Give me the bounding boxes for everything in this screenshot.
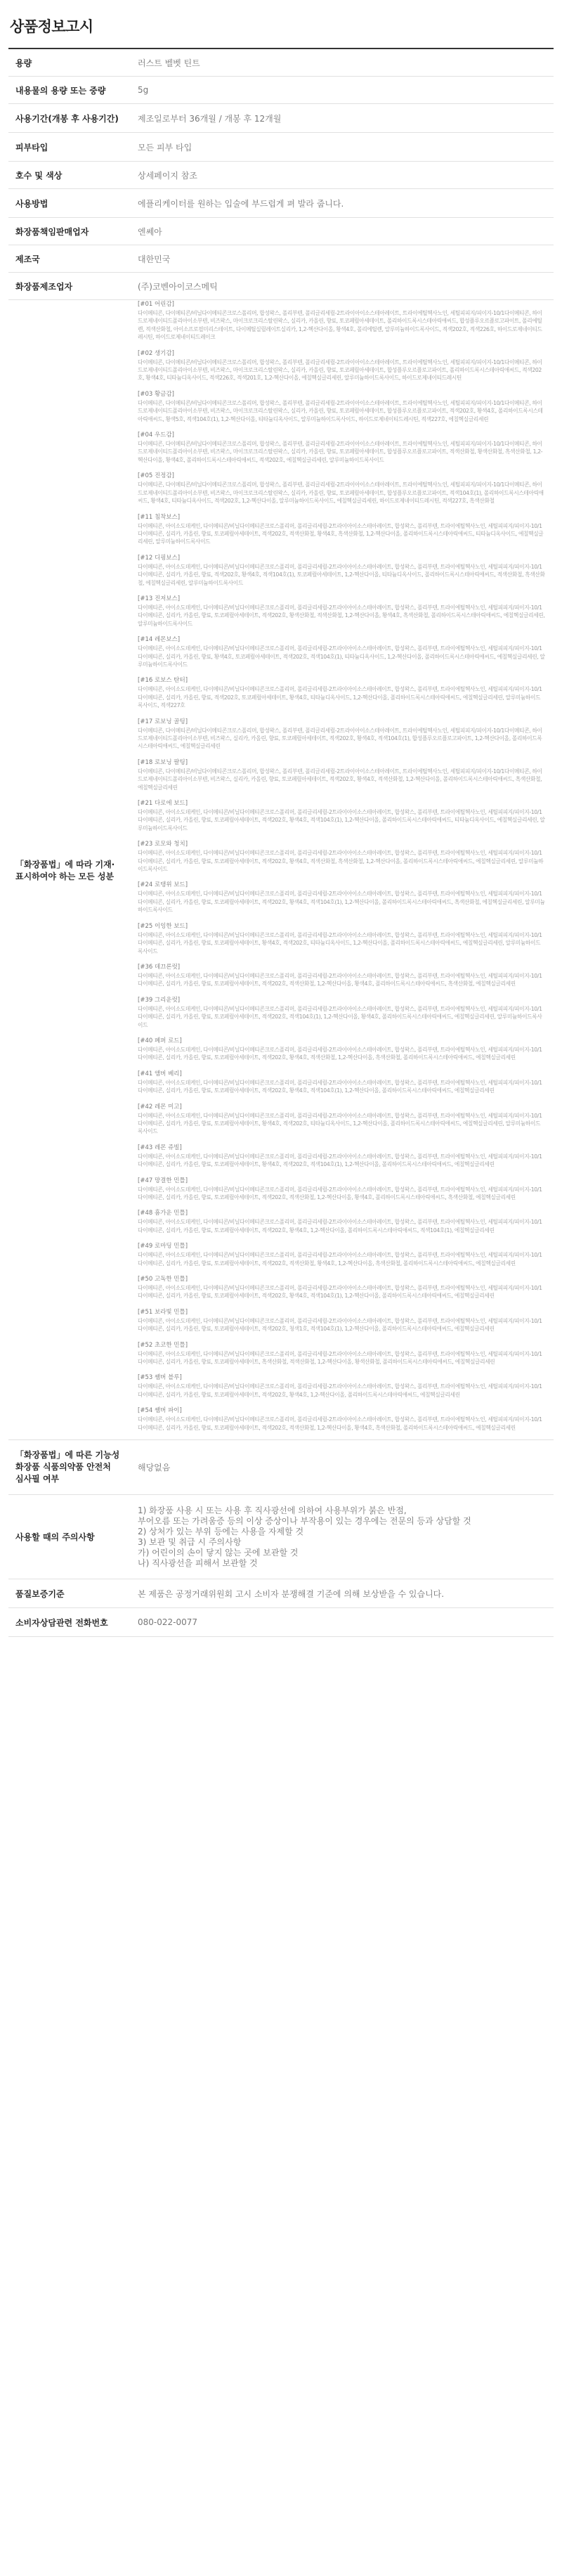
ingredient-item bbox=[138, 1275, 545, 1300]
ingredients-container bbox=[138, 300, 545, 1432]
row-label: 사용기간(개봉 후 사용기간) bbox=[8, 104, 126, 133]
ingredient-shade-name: [#50 고독한 민틀] bbox=[138, 1276, 188, 1283]
info-row bbox=[8, 245, 554, 273]
ingredient-item bbox=[138, 390, 545, 423]
ingredient-text: 다이메티콘, 아이소도데케인, 다이메티콘/비닐다이메티콘크로스폴리머, 폴리글리세릴-2트라이아이소스테아레이트, 합성왁스, 폴리부텐, 트라이에틸헥사노인, 세틸피피지/피이지-10/1다이메티콘, 실리카, 카올린, 향료, 토코페릴아세테이트, 흑색산화철, 적색산화철, 1,2-헥산다이올, 황색산화철, 폴리하이드록시스테아릭애씨드, 에칠헥실글리세린 bbox=[138, 1350, 542, 1366]
ingredient-item bbox=[138, 718, 545, 751]
ingredient-item bbox=[138, 922, 545, 955]
ingredient-text: 다이메티콘, 다이메티콘/비닐다이메티콘크로스폴리머, 합성왁스, 폴리부텐, 폴리글리세릴-2트라이아이소스테아레이트, 트라이에틸헥사노인, 세틸피피지/피이지-10/1다이메티콘, 하이드로제네이티드폴리아이소부텐, 비즈왁스, 실리카, 카올린, 향료, 토코페릴아세테이트, 적색202호, 황색4호, 적색산화철, 1,2-헥산다이올, 폴리하이드록시스테아릭애씨드, 흑색산화철, 에칠헥실글리세린 bbox=[138, 768, 542, 791]
page-title: 상품정보고시 bbox=[10, 18, 93, 35]
ingredient-text: 다이메티콘, 아이소도데케인, 다이메티콘/비닐다이메티콘크로스폴리머, 폴리글리세릴-2트라이아이소스테아레이트, 합성왁스, 폴리부텐, 트라이에틸헥사노인, 세틸피피지/피이지-10/1다이메티콘, 실리카, 카올린, 향료, 토코페릴아세테이트, 적색202호, 황색4호, 적색104호(1), 1,2-헥산다이올, 폴리하이드록시스테아릭애씨드, 에칠헥실글리세린 bbox=[138, 1285, 542, 1300]
ingredient-text: 다이메티콘, 다이메티콘/비닐다이메티콘크로스폴리머, 합성왁스, 폴리부텐, 폴리글리세릴-2트라이아이소스테아레이트, 트라이에틸헥사노인, 세틸피피지/피이지-10/1다이메티콘, 하이드로제네이티드폴리아이소부텐, 비즈왁스, 마이크로크리스탈린왁스, 실리카, 카올린, 향료, 토코페릴아세테이트, 합성플루오르플로고파이트, 적색산화철, 황색산화철, 흑색산화철, 1,2-헥산다이올, 황색4호, 폴리하이드록시스테아릭애씨드, 적색202호, 에칠헥실글리세린, 알루미늄하이드록사이드 bbox=[138, 441, 543, 463]
ingredient-shade-name: [#41 앰버 베리] bbox=[138, 1070, 182, 1077]
warranty-row bbox=[8, 1579, 554, 1608]
ingredient-shade-name: [#53 쌤버 블루] bbox=[138, 1374, 182, 1382]
ingredient-text: 다이메티콘, 아이소도데케인, 다이메티콘/비닐다이메티콘크로스폴리머, 폴리글리세릴-2트라이아이소스테아레이트, 합성왁스, 폴리부텐, 트라이에틸헥사노인, 세틸피피지/피이지-10/1다이메티콘, 실리카, 카올린, 향료, 토코페릴아세테이트, 적색202호, 황색4호, 적색산화철, 흑색산화철, 1,2-헥산다이올, 폴리하이드록시스테아릭애씨드, 에칠헥실글리세린, 알루미늄하이드록사이드 bbox=[138, 850, 544, 873]
ingredient-item bbox=[138, 349, 545, 382]
ingredient-shade-name: [#12 디핑보스] bbox=[138, 554, 181, 562]
ingredient-item bbox=[138, 758, 545, 791]
ingredient-item bbox=[138, 1373, 545, 1399]
ingredient-text: 다이메티콘, 아이소도데케인, 다이메티콘/비닐다이메티콘크로스폴리머, 폴리글리세릴-2트라이아이소스테아레이트, 합성왁스, 폴리부텐, 트라이에틸헥사노인, 세틸피피지/피이지-10/1다이메티콘, 실리카, 카올린, 향료, 토코페릴아세테이트, 적색202호, 적색산화철, 1,2-헥산다이올, 황색4호, 폴리하이드록시스테아릭애씨드, 흑색산화철, 에칠헥실글리세린 bbox=[138, 1186, 542, 1200]
ingredient-shade-name: [#18 로보닝 팔팅] bbox=[138, 758, 188, 766]
row-value: (주)코벤아이코스메틱 bbox=[126, 273, 554, 300]
ingredient-shade-name: [#47 망결한 민틀] bbox=[138, 1177, 188, 1184]
contact-label: 소비자상담관련 전화번호 bbox=[8, 1608, 126, 1637]
ingredient-shade-name: [#48 흠가운 민틀] bbox=[138, 1210, 188, 1217]
ingredients-list bbox=[126, 300, 554, 1440]
info-row bbox=[8, 218, 554, 245]
ingredient-text: 다이메티콘, 아이소도데케인, 다이메티콘/비닐다이메티콘크로스폴리머, 폴리글리세릴-2트라이아이소스테아레이트, 합성왁스, 폴리부텐, 트라이에틸헥사노인, 세틸피피지/피이지-10/1다이메티콘, 실리카, 카올린, 향료, 토코페릴아세테이트, 적색202호, 황색4호, 적색104호(1), 1,2-헥산다이올, 폴리하이드록시스테아릭애씨드, 티타늄디옥사이드, 에칠헥실글리세린, 알루미늄하이드록사이드 bbox=[138, 809, 545, 831]
ingredient-item bbox=[138, 1103, 545, 1136]
ingredient-item bbox=[138, 963, 545, 988]
functional-value: 해당없음 bbox=[126, 1440, 554, 1495]
warranty-label: 품질보증기준 bbox=[8, 1579, 126, 1608]
row-value: 모든 피부 타입 bbox=[126, 133, 554, 162]
caution-label: 사용할 때의 주의사항 bbox=[8, 1495, 126, 1579]
ingredient-item bbox=[138, 840, 545, 873]
ingredient-text: 다이메티콘, 아이소도데케인, 다이메티콘/비닐다이메티콘크로스폴리머, 폴리글리세릴-2트라이아이소스테아레이트, 합성왁스, 폴리부텐, 트라이에틸헥사노인, 세틸피피지/피이지-10/1다이메티콘, 실리카, 카올린, 향료, 토코페릴아세테이트, 적색202호, 황색4호, 1,2-헥산다이올, 폴리하이드록시스테아릭애씨드, 적색104호(1), 에칠헥실글리세린 bbox=[138, 1219, 542, 1234]
ingredient-item bbox=[138, 431, 545, 464]
row-label: 용량 bbox=[8, 48, 126, 77]
ingredient-text: 다이메티콘, 아이소도데케인, 다이메티콘/비닐다이메티콘크로스폴리머, 폴리글리세릴-2트라이아이소스테아레이트, 합성왁스, 폴리부텐, 트라이에틸헥사노인, 세틸피피지/피이지-10/1다이메티콘, 실리카, 카올린, 향료, 황색4호, 토코페릴아세테이트, 적색202호, 적색104호(1), 티타늄디옥사이드, 1,2-헥산다이올, 폴리하이드록시스테아릭애씨드, 에칠헥실글리세린, 알루미늄하이드록사이드 bbox=[138, 645, 545, 668]
ingredient-shade-name: [#52 초코한 민틀] bbox=[138, 1341, 188, 1349]
ingredient-shade-name: [#03 황금감] bbox=[138, 390, 174, 398]
row-label: 사용방법 bbox=[8, 189, 126, 218]
ingredient-shade-name: [#54 쌤버 파이] bbox=[138, 1407, 182, 1415]
ingredient-shade-name: [#13 진저보스] bbox=[138, 595, 181, 602]
ingredient-item bbox=[138, 595, 545, 628]
ingredient-shade-name: [#51 보라빛 민틀] bbox=[138, 1308, 188, 1316]
caution-value: 1) 화장품 사용 시 또는 사용 후 직사광선에 의하여 사용부위가 붉은 반점, 부어오름 또는 가려움증 등의 이상 증상이나 부작용이 있는 경우에는 전문의 등과 상담할 것 2) 상처가 있는 부위 등에는 사용을 자제할 것 3) 보관 및 취급 시 주의사항 가) 어린이의 손이 닿지 않는 곳에 보관할 것 나) 직사광선을 피해서 보관할 것 bbox=[126, 1495, 554, 1579]
ingredient-text: 다이메티콘, 아이소도데케인, 다이메티콘/비닐다이메티콘크로스폴리머, 폴리글리세릴-2트라이아이소스테아레이트, 합성왁스, 폴리부텐, 트라이에틸헥사노인, 세틸피피지/피이지-10/1다이메티콘, 실리카, 카올린, 향료, 토코페릴아세테이트, 적색202호, 적색산화철, 황색4호, 흑색산화철, 1,2-헥산다이올, 폴리하이드록시스테아릭애씨드, 티타늄디옥사이드, 에칠헥실글리세린, 알루미늄하이드록사이드 bbox=[138, 522, 544, 545]
ingredient-item bbox=[138, 472, 545, 505]
info-row bbox=[8, 273, 554, 300]
row-value: 상세페이지 참조 bbox=[126, 162, 554, 189]
ingredient-item bbox=[138, 1177, 545, 1202]
ingredient-text: 다이메티콘, 아이소도데케인, 다이메티콘/비닐다이메티콘크로스폴리머, 폴리글리세릴-2트라이아이소스테아레이트, 합성왁스, 폴리부텐, 트라이에틸헥사노인, 세틸피피지/피이지-10/1다이메티콘, 실리카, 카올린, 향료, 토코페릴아세테이트, 적색202호, 적색104호(1), 1,2-헥산다이올, 황색4호, 폴리하이드록시스테아릭애씨드, 에칠헥실글리세린, 알루미늄하이드록사이드 bbox=[138, 1005, 542, 1028]
caution-row bbox=[8, 1495, 554, 1579]
functional-label: 「화장품법」에 따른 기능성 화장품 식품의약품 안전처 심사필 여부 bbox=[8, 1440, 126, 1495]
ingredients-label: 「화장품법」에 따라 기재·표시하여야 하는 모든 성분 bbox=[8, 300, 126, 1440]
ingredient-item bbox=[138, 1144, 545, 1169]
ingredient-item bbox=[138, 1037, 545, 1062]
ingredient-item bbox=[138, 1308, 545, 1333]
contact-value: 080-022-0077 bbox=[126, 1608, 554, 1637]
ingredient-text: 다이메티콘, 다이메티콘/비닐다이메티콘크로스폴리머, 합성왁스, 폴리부텐, 폴리글리세릴-2트라이아이소스테아레이트, 트라이에틸헥사노인, 세틸피피지/피이지-10/1다이메티콘, 하이드로제네이티드폴리아이소부텐, 비즈왁스, 마이크로크리스탈린왁스, 실리카, 카올린, 향료, 토코페릴아세테이트, 합성플루오르플로고파이트, 폴리하이드록시스테아릭애씨드, 적색202호, 황색4호, 티타늄디옥사이드, 적색226호, 적색201호, 1,2-헥산다이올, 에칠헥실글리세린, 알루미늄하이드록사이드, 하이드로제네이티드레시틴 bbox=[138, 358, 542, 382]
ingredient-text: 다이메티콘, 아이소도데케인, 다이메티콘/비닐다이메티콘크로스폴리머, 폴리글리세릴-2트라이아이소스테아레이트, 합성왁스, 폴리부텐, 트라이에틸헥사노인, 세틸피피지/피이지-10/1다이메티콘, 실리카, 카올린, 향료, 적색202호, 황색4호, 적색104호(1), 토코페릴아세테이트, 1,2-헥산다이올, 티타늄디옥사이드, 폴리하이드록시스테아릭애씨드, 적색산화철, 흑색산화철, 에칠헥실글리세린, 알루미늄하이드록사이드 bbox=[138, 563, 545, 586]
ingredient-text: 다이메티콘, 다이메티콘/비닐다이메티콘크로스폴리머, 합성왁스, 폴리부텐, 폴리글리세릴-2트라이아이소스테아레이트, 트라이에틸헥사노인, 세틸피피지/피이지-10/1다이메티콘, 하이드로제네이티드폴리아이소부텐, 비즈왁스, 실리카, 카올린, 향료, 토코페릴아세테이트, 적색202호, 황색4호, 적색104호(1), 합성플루오르플로고파이트, 1,2-헥산다이올, 폴리하이드록시스테아릭애씨드, 에칠헥실글리세린 bbox=[138, 727, 542, 750]
ingredient-shade-name: [#01 어린감] bbox=[138, 301, 174, 308]
ingredient-text: 다이메티콘, 아이소도데케인, 다이메티콘/비닐다이메티콘크로스폴리머, 폴리글리세릴-2트라이아이소스테아레이트, 합성왁스, 폴리부텐, 트라이에틸헥사노인, 세틸피피지/피이지-10/1다이메티콘, 실리카, 카올린, 향료, 토코페릴아세테이트, 황색4호, 적색202호, 티타늄디옥사이드, 1,2-헥산다이올, 폴리하이드록시스테아릭애씨드, 에칠헥실글리세린, 알루미늄하이드록사이드 bbox=[138, 1112, 542, 1135]
ingredient-shade-name: [#43 레몬 쥬빌] bbox=[138, 1144, 182, 1151]
ingredient-shade-name: [#16 로보스 탄터] bbox=[138, 677, 188, 685]
functional-row bbox=[8, 1440, 554, 1495]
row-value: 대한민국 bbox=[126, 245, 554, 273]
row-value: 엔쎄아 bbox=[126, 218, 554, 245]
ingredient-shade-name: [#39 그리운럿] bbox=[138, 996, 181, 1004]
ingredient-item bbox=[138, 1242, 545, 1267]
row-value: 제조일로부터 36개월 / 개봉 후 12개월 bbox=[126, 104, 554, 133]
ingredient-text: 다이메티콘, 아이소도데케인, 다이메티콘/비닐다이메티콘크로스폴리머, 폴리글리세릴-2트라이아이소스테아레이트, 합성왁스, 폴리부텐, 트라이에틸헥사노인, 세틸피피지/피이지-10/1다이메티콘, 실리카, 카올린, 향료, 토코페릴아세테이트, 적색202호, 황색4호, 적색104호(1), 1,2-헥산다이올, 폴리하이드록시스테아릭애씨드, 에칠헥실글리세린 bbox=[138, 1079, 542, 1094]
ingredient-shade-name: [#02 생기감] bbox=[138, 349, 174, 357]
ingredient-text: 다이메티콘, 아이소도데케인, 다이메티콘/비닐다이메티콘크로스폴리머, 폴리글리세릴-2트라이아이소스테아레이트, 합성왁스, 폴리부텐, 트라이에틸헥사노인, 세틸피피지/피이지-10/1다이메티콘, 실리카, 카올린, 향료, 토코페릴아세테이트, 적색202호, 적색산화철, 1,2-헥산다이올, 황색4호, 폴리하이드록시스테아릭애씨드, 흑색산화철, 에칠헥실글리세린 bbox=[138, 972, 542, 988]
warranty-value: 본 제품은 공정거래위원회 고시 소비자 분쟁해결 기준에 의해 보상받을 수 있습니다. bbox=[126, 1579, 554, 1608]
row-label: 호수 및 색상 bbox=[8, 162, 126, 189]
row-label: 화장품책임판매업자 bbox=[8, 218, 126, 245]
ingredient-text: 다이메티콘, 다이메티콘/비닐다이메티콘크로스폴리머, 합성왁스, 폴리부텐, 폴리글리세릴-2트라이아이소스테아레이트, 트라이에틸헥사노인, 세틸피피지/피이지-10/1다이메티콘, 하이드로제네이티드폴리아이소부텐, 비즈왁스, 마이크로크리스탈린왁스, 실리카, 카올린, 향료, 토코페릴아세테이트, 폴리하이드록시스테아릭애씨드, 합성플루오르플로고파이트, 폴리에틸렌, 적색산화철, 아이소프로필미리스테이트, 다이메틸실릴레이트실리카, 1,2-헥산다이올, 황색4호, 폴리에틸렌, 알루미늄하이드록사이드, 적색202호, 적색226호, 하이드로제네이티드레시틴, 하이드로제네이티드레이크 bbox=[138, 310, 542, 341]
info-row bbox=[8, 48, 554, 77]
ingredient-text: 다이메티콘, 다이메티콘/비닐다이메티콘크로스폴리머, 합성왁스, 폴리부텐, 폴리글리세릴-2트라이아이소스테아레이트, 트라이에틸헥사노인, 세틸피피지/피이지-10/1다이메티콘, 하이드로제네이티드폴리아이소부텐, 비즈왁스, 마이크로크리스탈린왁스, 실리카, 카올린, 향료, 토코페릴아세테이트, 합성플루오르플로고파이트, 적색202호, 황색4호, 폴리하이드록시스테아릭애씨드, 황색5호, 적색104호(1), 1,2-헥산다이올, 티타늄디옥사이드, 알루미늄하이드록사이드, 하이드로제네이티드레시틴, 적색227호, 에칠헥실글리세린 bbox=[138, 399, 543, 422]
ingredient-text: 다이메티콘, 아이소도데케인, 다이메티콘/비닐다이메티콘크로스폴리머, 폴리글리세릴-2트라이아이소스테아레이트, 합성왁스, 폴리부텐, 트라이에틸헥사노인, 세틸피피지/피이지-10/1다이메티콘, 실리카, 카올린, 향료, 토코페릴아세테이트, 적색202호, 황색4호, 적색104호(1), 1,2-헥산다이올, 폴리하이드록시스테아릭애씨드, 흑색산화철, 에칠헥실글리세린, 알루미늄하이드록사이드 bbox=[138, 891, 545, 914]
ingredient-text: 다이메티콘, 아이소도데케인, 다이메티콘/비닐다이메티콘크로스폴리머, 폴리글리세릴-2트라이아이소스테아레이트, 합성왁스, 폴리부텐, 트라이에틸헥사노인, 세틸피피지/피이지-10/1다이메티콘, 실리카, 카올린, 향료, 토코페릴아세테이트, 황색4호, 적색202호, 티타늄디옥사이드, 1,2-헥산다이올, 폴리하이드록시스테아릭애씨드, 에칠헥실글리세린, 알루미늄하이드록사이드 bbox=[138, 931, 542, 954]
ingredient-shade-name: [#21 다로에 보드] bbox=[138, 800, 188, 808]
row-label: 내용물의 용량 또는 중량 bbox=[8, 77, 126, 104]
info-row bbox=[8, 77, 554, 104]
info-row bbox=[8, 133, 554, 162]
ingredient-shade-name: [#11 침착보스] bbox=[138, 513, 181, 521]
product-info-table bbox=[8, 48, 554, 1637]
ingredient-shade-name: [#17 로보닝 골팅] bbox=[138, 718, 188, 725]
ingredient-text: 다이메티콘, 아이소도데케인, 다이메티콘/비닐다이메티콘크로스폴리머, 폴리글리세릴-2트라이아이소스테아레이트, 합성왁스, 폴리부텐, 트라이에틸헥사노인, 세틸피피지/피이지-10/1다이메티콘, 실리카, 카올린, 향료, 토코페릴아세테이트, 적색202호, 적색산화철, 황색4호, 1,2-헥산다이올, 흑색산화철, 폴리하이드록시스테아릭애씨드, 에칠헥실글리세린 bbox=[138, 1252, 542, 1267]
ingredient-shade-name: [#49 로마딩 민틀] bbox=[138, 1243, 188, 1250]
ingredient-text: 다이메티콘, 아이소도데케인, 다이메티콘/비닐다이메티콘크로스폴리머, 폴리글리세릴-2트라이아이소스테아레이트, 합성왁스, 폴리부텐, 트라이에틸헥사노인, 세틸피피지/피이지-10/1다이메티콘, 실리카, 카올린, 향료, 토코페릴아세테이트, 적색202호, 황색4호, 1,2-헥산다이올, 폴리하이드록시스테아릭애씨드, 에칠헥실글리세린 bbox=[138, 1383, 542, 1398]
ingredient-shade-name: [#14 레몬보스] bbox=[138, 636, 181, 644]
row-value: 에플리케이터를 원하는 입술에 부드럽게 펴 발라 줍니다. bbox=[126, 189, 554, 218]
info-row bbox=[8, 189, 554, 218]
ingredient-text: 다이메티콘, 아이소도데케인, 다이메티콘/비닐다이메티콘크로스폴리머, 폴리글리세릴-2트라이아이소스테아레이트, 합성왁스, 폴리부텐, 트라이에틸헥사노인, 세틸피피지/피이지-10/1다이메티콘, 실리카, 카올린, 향료, 토코페릴아세테이트, 황색4호, 적색202호, 적색104호(1), 1,2-헥산다이올, 폴리하이드록시스테아릭애씨드, 에칠헥실글리세린 bbox=[138, 1153, 542, 1168]
ingredient-text: 다이메티콘, 아이소도데케인, 다이메티콘/비닐다이메티콘크로스폴리머, 폴리글리세릴-2트라이아이소스테아레이트, 합성왁스, 폴리부텐, 트라이에틸헥사노인, 세틸피피지/피이지-10/1다이메티콘, 실리카, 카올린, 향료, 적색202호, 토코페릴아세테이트, 황색4호, 티타늄디옥사이드, 1,2-헥산다이올, 폴리하이드록시스테아릭애씨드, 에칠헥실글리세린, 알루미늄하이드록사이드, 적색227호 bbox=[138, 686, 542, 709]
ingredient-text: 다이메티콘, 다이메티콘/비닐다이메티콘크로스폴리머, 합성왁스, 폴리부텐, 폴리글리세릴-2트라이아이소스테아레이트, 트라이에틸헥사노인, 세틸피피지/피이지-10/1다이메티콘, 하이드로제네이티드폴리아이소부텐, 비즈왁스, 마이크로크리스탈린왁스, 실리카, 카올린, 향료, 토코페릴아세테이트, 합성플루오르플로고파이트, 적색104호(1), 폴리하이드록시스테아릭애씨드, 황색4호, 티타늄디옥사이드, 적색202호, 1,2-헥산다이올, 알루미늄하이드록사이드, 에칠헥실글리세린, 하이드로제네이티드레시틴, 적색227호, 흑색산화철 bbox=[138, 481, 544, 505]
ingredient-item bbox=[138, 635, 545, 668]
ingredient-item bbox=[138, 1406, 545, 1432]
ingredient-item bbox=[138, 676, 545, 709]
ingredient-shade-name: [#25 이잉한 보드] bbox=[138, 922, 188, 930]
ingredient-item bbox=[138, 996, 545, 1029]
ingredient-shade-name: [#36 데끄론럿] bbox=[138, 963, 181, 971]
ingredient-shade-name: [#04 우드감] bbox=[138, 432, 174, 439]
ingredient-text: 다이메티콘, 아이소도데케인, 다이메티콘/비닐다이메티콘크로스폴리머, 폴리글리세릴-2트라이아이소스테아레이트, 합성왁스, 폴리부텐, 트라이에틸헥사노인, 세틸피피지/피이지-10/1다이메티콘, 실리카, 카올린, 향료, 토코페릴아세테이트, 적색202호, 적색산화철, 1,2-헥산다이올, 황색4호, 흑색산화철, 폴리하이드록시스테아릭애씨드, 에칠헥실글리세린 bbox=[138, 1416, 542, 1431]
ingredient-text: 다이메티콘, 아이소도데케인, 다이메티콘/비닐다이메티콘크로스폴리머, 폴리글리세릴-2트라이아이소스테아레이트, 합성왁스, 폴리부텐, 트라이에틸헥사노인, 세틸피피지/피이지-10/1다이메티콘, 실리카, 카올린, 향료, 토코페릴아세테이트, 적색202호, 황색산화철, 적색산화철, 1,2-헥산다이올, 황색4호, 흑색산화철, 폴리하이드록시스테아릭애씨드, 에칠헥실글리세린, 알루미늄하이드록사이드 bbox=[138, 604, 545, 627]
row-label: 피부타입 bbox=[8, 133, 126, 162]
ingredient-shade-name: [#42 레몬 미고] bbox=[138, 1103, 182, 1111]
ingredient-shade-name: [#40 페퍼 로드] bbox=[138, 1037, 182, 1044]
ingredient-item bbox=[138, 1070, 545, 1095]
row-label: 화장품제조업자 bbox=[8, 273, 126, 300]
ingredient-text: 다이메티콘, 아이소도데케인, 다이메티콘/비닐다이메티콘크로스폴리머, 폴리글리세릴-2트라이아이소스테아레이트, 합성왁스, 폴리부텐, 트라이에틸헥사노인, 세틸피피지/피이지-10/1다이메티콘, 실리카, 카올린, 향료, 토코페릴아세테이트, 적색202호, 청색1호, 적색104호(1), 1,2-헥산다이올, 폴리하이드록시스테아릭애씨드, 에칠헥실글리세린 bbox=[138, 1317, 542, 1333]
ingredient-item bbox=[138, 300, 545, 342]
ingredient-shade-name: [#24 로탱위 보드] bbox=[138, 881, 188, 889]
ingredients-row bbox=[8, 300, 554, 1440]
ingredient-item bbox=[138, 881, 545, 914]
contact-row bbox=[8, 1608, 554, 1637]
row-label: 제조국 bbox=[8, 245, 126, 273]
ingredient-item bbox=[138, 554, 545, 587]
ingredient-item bbox=[138, 513, 545, 546]
row-value: 5g bbox=[126, 77, 554, 104]
ingredient-item bbox=[138, 1209, 545, 1234]
info-row bbox=[8, 162, 554, 189]
row-value: 러스트 벨벳 틴트 bbox=[126, 48, 554, 77]
ingredient-shade-name: [#05 진정감] bbox=[138, 472, 174, 480]
ingredient-item bbox=[138, 1341, 545, 1366]
info-row bbox=[8, 104, 554, 133]
ingredient-shade-name: [#23 로모와 청치] bbox=[138, 841, 188, 848]
ingredient-item bbox=[138, 799, 545, 832]
ingredient-text: 다이메티콘, 아이소도데케인, 다이메티콘/비닐다이메티콘크로스폴리머, 폴리글리세릴-2트라이아이소스테아레이트, 합성왁스, 폴리부텐, 트라이에틸헥사노인, 세틸피피지/피이지-10/1다이메티콘, 실리카, 카올린, 향료, 토코페릴아세테이트, 적색202호, 황색4호, 적색산화철, 1,2-헥산다이올, 흑색산화철, 폴리하이드록시스테아릭애씨드, 에칠헥실글리세린 bbox=[138, 1046, 542, 1061]
